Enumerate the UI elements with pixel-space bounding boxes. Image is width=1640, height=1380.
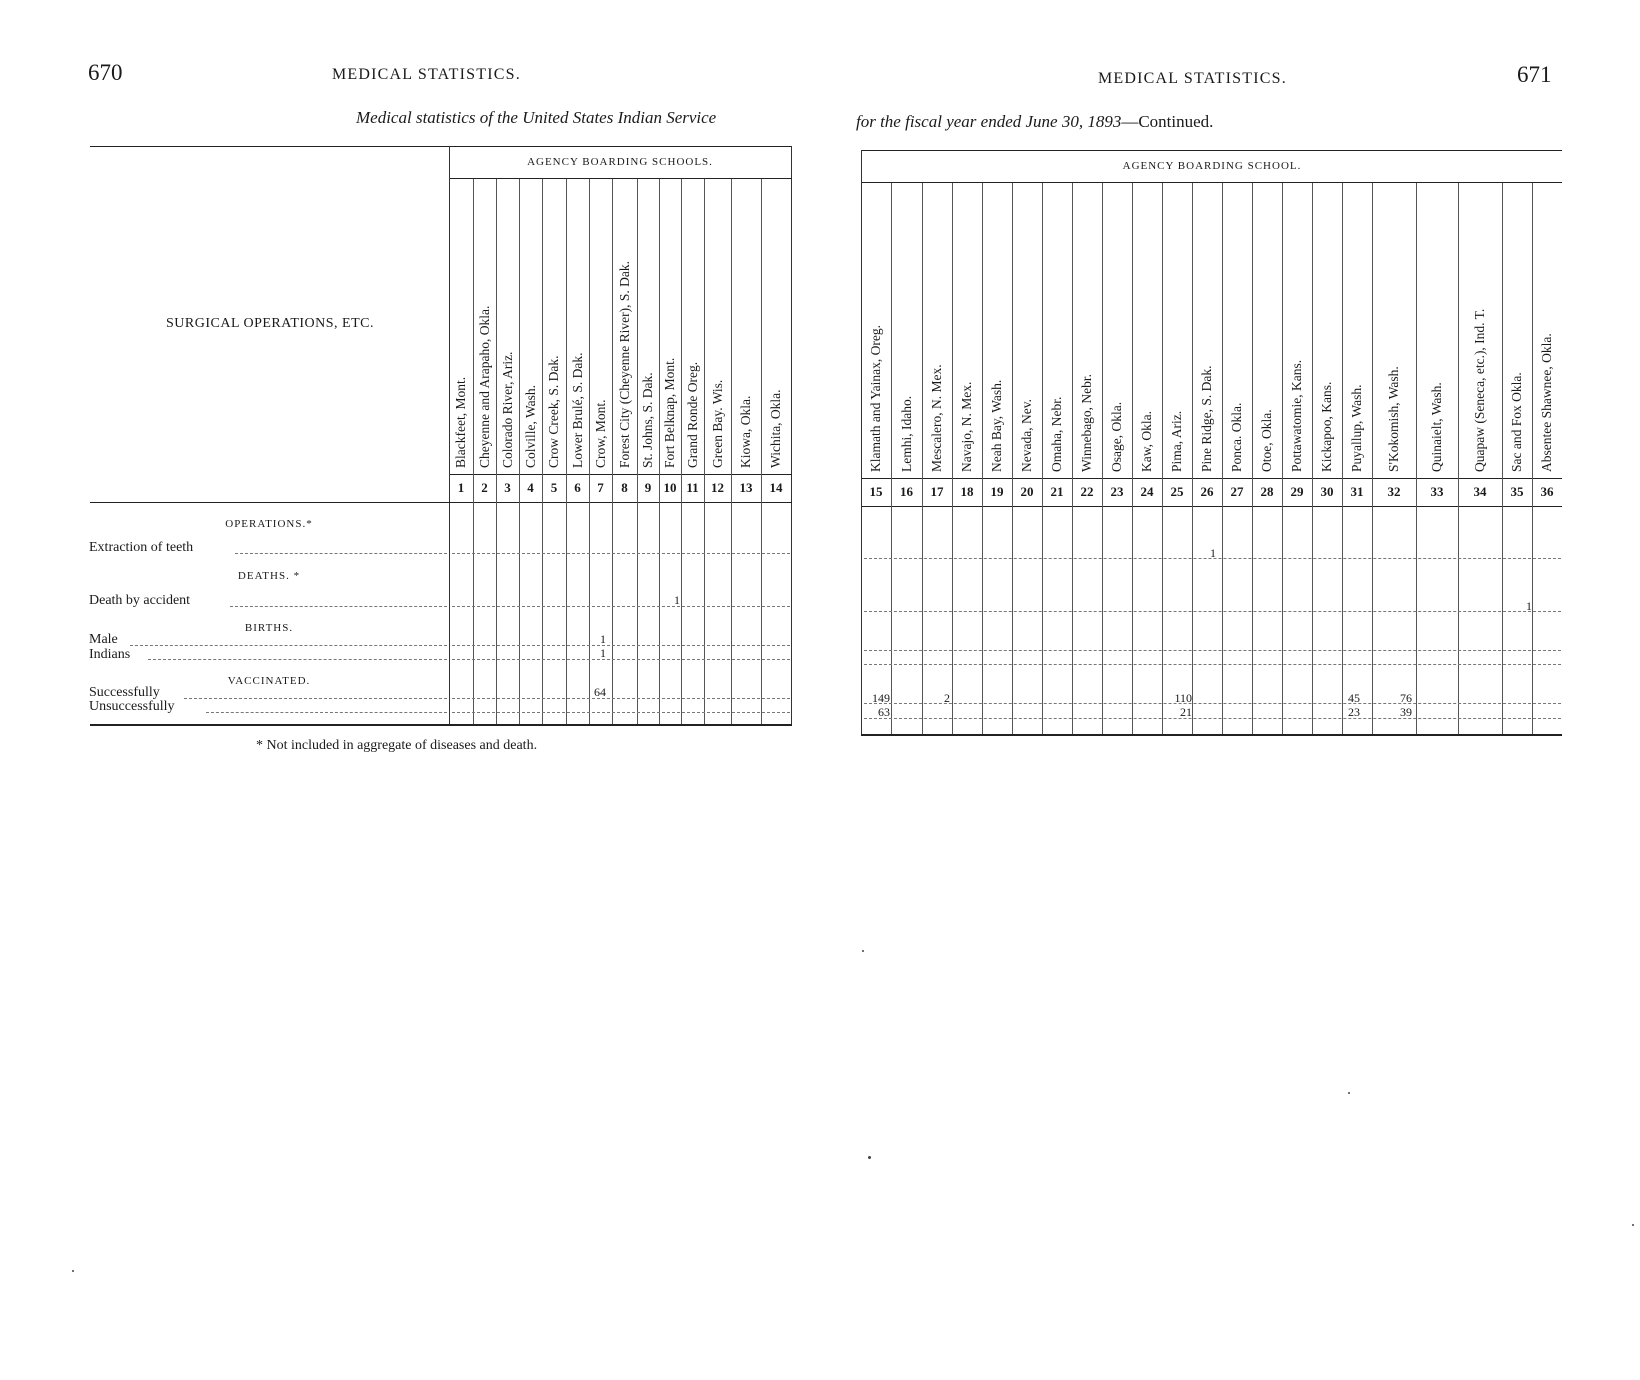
column-rule [519, 179, 520, 724]
column-heading: Kaw, Okla. [1139, 411, 1154, 472]
left-group-header: AGENCY BOARDING SCHOOLS. [527, 156, 713, 168]
column-heading: Kiowa, Okla. [738, 395, 753, 468]
row-label-extraction: Extraction of teeth [89, 540, 194, 555]
left-footnote: * Not included in aggregate of diseases and death. [256, 738, 538, 753]
column-number: 8 [621, 480, 628, 495]
column-rule [681, 179, 682, 724]
column-heading: Colville, Wash. [522, 384, 538, 468]
column-number: 29 [1290, 484, 1304, 499]
column-number: 12 [711, 480, 724, 495]
column-heading: Nevada, Nev. [1019, 399, 1034, 472]
column-number: 34 [1473, 484, 1487, 499]
row-label-death-accident: Death by accident [89, 593, 191, 608]
left-value-death-accident-col10: 1 [674, 593, 680, 607]
column-heading: Absentee Shawnee, Okla. [1539, 333, 1554, 472]
row-label-unsuccessfully: Unsuccessfully [89, 699, 175, 714]
column-heading: Crow, Mont. [592, 399, 608, 468]
column-rule [566, 179, 567, 724]
right-caption-tail: —Continued. [1121, 112, 1214, 131]
column-heading: Lemhi, Idaho. [898, 395, 914, 472]
right-value-unsuccessfully-col15: 63 [878, 705, 890, 719]
right-value-unsuccessfully-col25: 21 [1180, 705, 1192, 719]
column-number: 5 [550, 480, 558, 495]
column-number: 30 [1320, 484, 1334, 499]
column-heading: Ponca. Okla. [1229, 402, 1244, 472]
column-rule [1372, 183, 1373, 734]
column-rule [1312, 183, 1313, 734]
left-running-head: MEDICAL STATISTICS. [332, 66, 521, 83]
column-number: 10 [663, 480, 677, 495]
left-page-number: 670 [88, 60, 123, 85]
column-number: 36 [1540, 484, 1554, 499]
column-rule [542, 179, 543, 724]
column-rule [982, 183, 983, 734]
column-rule [1222, 183, 1223, 734]
row-label-successfully: Successfully [89, 685, 160, 700]
column-heading: Winnebago, Nebr. [1079, 373, 1094, 472]
left-section-deaths: DEATHS. * [237, 570, 301, 582]
column-number: 16 [900, 484, 913, 499]
column-number: 2 [481, 480, 488, 495]
column-number: 32 [1387, 484, 1401, 499]
left-value-indians-col7: 1 [600, 646, 606, 660]
column-heading: Wichita, Okla. [768, 389, 783, 468]
column-number: 19 [990, 484, 1004, 499]
column-heading: Puyallup, Wash. [1349, 384, 1364, 472]
right-running-head: MEDICAL STATISTICS. [1098, 70, 1287, 87]
column-rule [1102, 183, 1103, 734]
column-heading: Navajo, N. Mex. [959, 381, 974, 472]
column-heading: Colorado River, Ariz. [499, 351, 515, 468]
column-heading: Quinaielt, Wash. [1429, 382, 1444, 472]
column-number: 1 [457, 480, 465, 495]
scan-speck [862, 950, 864, 952]
column-heading: Mescalero, N. Mex. [929, 364, 944, 472]
column-number: 26 [1200, 484, 1214, 499]
column-rule [1282, 183, 1283, 734]
column-heading: Green Bay. Wis. [709, 379, 725, 468]
column-number: 22 [1080, 484, 1094, 499]
column-rule [1042, 183, 1043, 734]
column-number: 33 [1430, 484, 1444, 499]
column-heading: Pine Ridge, S. Dak. [1199, 365, 1214, 472]
left-section-operations: OPERATIONS.* [225, 518, 313, 530]
column-number: 21 [1050, 484, 1064, 499]
right-value-death-accident-col35: 1 [1526, 599, 1532, 613]
column-heading: St. Johns, S. Dak. [640, 372, 655, 468]
column-number: 15 [869, 484, 883, 499]
column-heading: Kickapoo, Kans. [1319, 381, 1334, 472]
left-section-vaccinated: VACCINATED. [227, 675, 311, 687]
column-number: 27 [1230, 484, 1244, 499]
column-number: 4 [527, 480, 534, 495]
column-rule [1502, 183, 1503, 734]
left-caption: Medical statistics of the United States Indian Service [356, 108, 717, 127]
column-rule [1532, 183, 1533, 734]
column-heading: Sac and Fox Okla. [1509, 372, 1524, 472]
column-number: 17 [930, 484, 944, 499]
right-value-successfully-col17: 2 [944, 691, 950, 705]
column-rule [1458, 183, 1459, 734]
right-value-successfully-col31: 45 [1348, 691, 1360, 705]
scan-speck [1348, 1092, 1350, 1094]
column-number: 14 [769, 480, 783, 495]
column-heading: Neah Bay, Wash. [989, 379, 1004, 472]
column-rule [922, 183, 923, 734]
scan-speck [868, 1156, 871, 1159]
column-rule [612, 179, 613, 724]
column-heading: Pottawatomie, Kans. [1289, 359, 1304, 472]
column-heading: Forest City (Cheyenne River), S. Dak. [616, 261, 632, 468]
right-value-unsuccessfully-col32: 39 [1400, 705, 1412, 719]
column-number: 6 [574, 480, 581, 495]
column-rule [1252, 183, 1253, 734]
right-value-successfully-col25: 110 [1174, 691, 1192, 705]
column-number: 18 [960, 484, 974, 499]
column-rule [891, 183, 892, 734]
column-heading: Fort Belknap, Mont. [662, 357, 677, 468]
column-number: 31 [1350, 484, 1364, 499]
right-value-unsuccessfully-col31: 23 [1348, 705, 1360, 719]
right-page-number: 671 [1517, 62, 1552, 87]
column-rule [731, 179, 732, 724]
column-heading: Cheyenne and Arapaho, Okla. [476, 305, 492, 468]
left-value-successfully-col7: 64 [594, 685, 606, 699]
column-rule [704, 179, 705, 724]
column-number: 35 [1510, 484, 1524, 499]
column-rule [473, 179, 474, 724]
column-rule [952, 183, 953, 734]
right-value-successfully-col32: 76 [1400, 691, 1412, 705]
column-heading: S'Kokomish, Wash. [1386, 366, 1401, 472]
column-rule [659, 179, 660, 724]
column-heading: Osage, Okla. [1109, 401, 1124, 472]
column-heading: Quapaw (Seneca, etc.), Ind. T. [1472, 308, 1487, 472]
column-rule [1072, 183, 1073, 734]
column-number: 3 [504, 480, 511, 495]
row-label-male: Male [89, 632, 118, 647]
column-rule [1416, 183, 1417, 734]
column-number: 28 [1260, 484, 1274, 499]
column-number: 23 [1110, 484, 1124, 499]
left-section-births: BIRTHS. [244, 622, 294, 634]
column-number: 24 [1140, 484, 1154, 499]
column-rule [496, 179, 497, 724]
right-caption-italic: for the fiscal year ended June 30, 1893 [856, 112, 1122, 131]
column-rule [1012, 183, 1013, 734]
scan-speck [1632, 1224, 1634, 1226]
column-rule [761, 179, 762, 724]
column-rule [1162, 183, 1163, 734]
scan-speck [72, 1270, 74, 1272]
left-value-male-col7: 1 [600, 632, 606, 646]
right-group-header: AGENCY BOARDING SCHOOL. [1122, 160, 1302, 172]
column-rule [1342, 183, 1343, 734]
column-heading: Klamath and Yainax, Oreg. [868, 325, 883, 472]
right-value-successfully-col15: 149 [872, 691, 890, 705]
column-number: 20 [1020, 484, 1034, 499]
column-heading: Omaha, Nebr. [1049, 396, 1064, 472]
column-heading: Grand Ronde Oreg. [684, 361, 700, 468]
column-heading: Crow Creek, S. Dak. [546, 355, 561, 468]
column-heading: Lower Brulé, S. Dak. [569, 352, 585, 468]
column-number: 9 [644, 480, 652, 495]
column-number: 7 [597, 480, 604, 495]
right-value-extraction-col26: 1 [1210, 546, 1216, 560]
column-rule [1192, 183, 1193, 734]
left-stub-header: SURGICAL OPERATIONS, ETC. [166, 316, 374, 331]
column-rule [637, 179, 638, 724]
column-rule [1132, 183, 1133, 734]
column-number: 25 [1170, 484, 1184, 499]
row-label-indians: Indians [89, 647, 131, 662]
column-heading: Pima, Ariz. [1169, 410, 1184, 472]
column-number: 13 [739, 480, 753, 495]
column-heading: Otoe, Okla. [1259, 409, 1274, 472]
column-heading: Blackfeet, Mont. [453, 376, 468, 468]
column-number: 11 [686, 480, 699, 495]
right-caption [856, 112, 1213, 132]
